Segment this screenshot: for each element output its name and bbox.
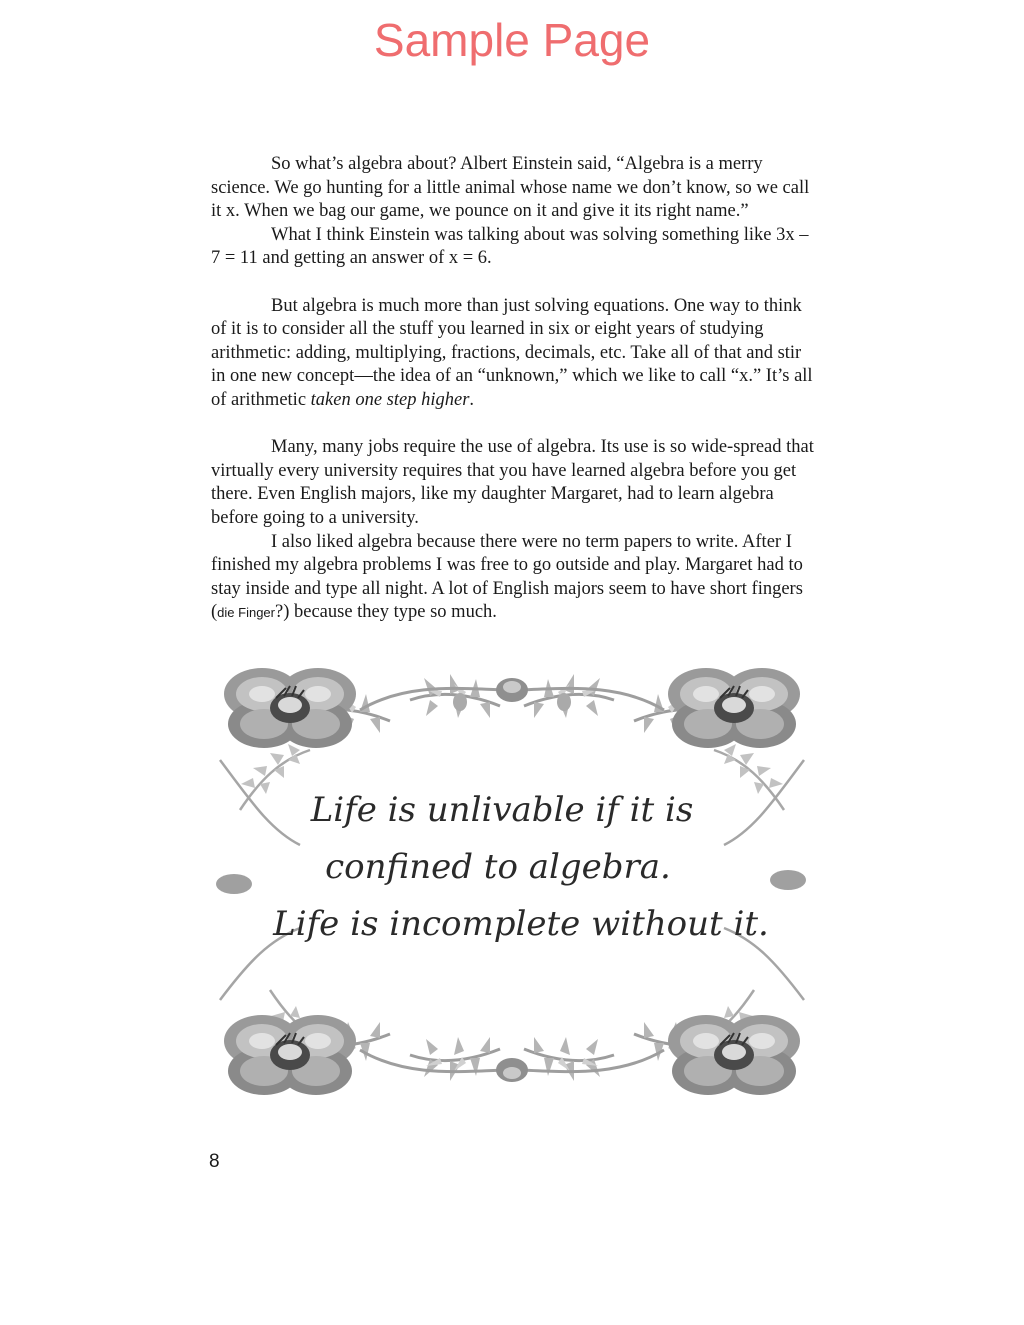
algebra-quote (210, 782, 814, 953)
paragraph-no-term-papers: I also liked algebra because there were no term papers to write. After I finished my algebra problems I was free to go outside and play. Margaret had to stay inside and type all night. A lot of English majors seem to have short fingers (die Finger?) because they type so much. (211, 531, 803, 623)
quote-line-3: Life is incomplete without it. (273, 904, 769, 944)
quote-line-1: Life is unlivable if it is (310, 790, 694, 830)
floral-quote-frame (210, 660, 814, 1110)
watermark-sample-page: Sample Page (373, 14, 651, 66)
body-text (211, 153, 819, 625)
paragraph-einstein-quote: So what’s algebra about? Albert Einstein said, “Algebra is a merry science. We go hunting for a little animal whose name we don’t know, so we call it x. When we bag our game, we pounce on it and give it its right name.” (211, 154, 810, 222)
quote-line-2: confined to algebra. (325, 847, 671, 887)
paragraph-jobs-require-algebra: Many, many jobs require the use of algebra. Its use is so wide-spread that virtually every university requires that you have learned algebra before you get there. Even English majors, like my daughter Margaret, had to learn algebra before going to a university. (211, 437, 814, 528)
flower-top-left (224, 668, 356, 748)
die-finger-text: die Finger (217, 605, 275, 621)
page-number: 8 (209, 1151, 220, 1172)
flower-bottom-right (668, 1015, 800, 1095)
flower-bottom-left (224, 1015, 356, 1095)
paragraph-einstein-meaning: What I think Einstein was talking about was solving something like 3x – 7 = 11 and getting an answer of x = 6. (211, 224, 809, 269)
paragraph-more-than-equations: But algebra is much more than just solving equations. One way to think of it is to consider all the stuff you learned in six or eight years of studying arithmetic: adding, multiplying, fractions, decimals, etc. Take all of that and stir in one new concept—the idea of an “unknown,” which we like to call “x.” It’s all of arithmetic taken one step higher. (211, 295, 813, 410)
flower-top-right (668, 668, 800, 748)
emphasis-one-step-higher: taken one step higher (310, 389, 470, 410)
